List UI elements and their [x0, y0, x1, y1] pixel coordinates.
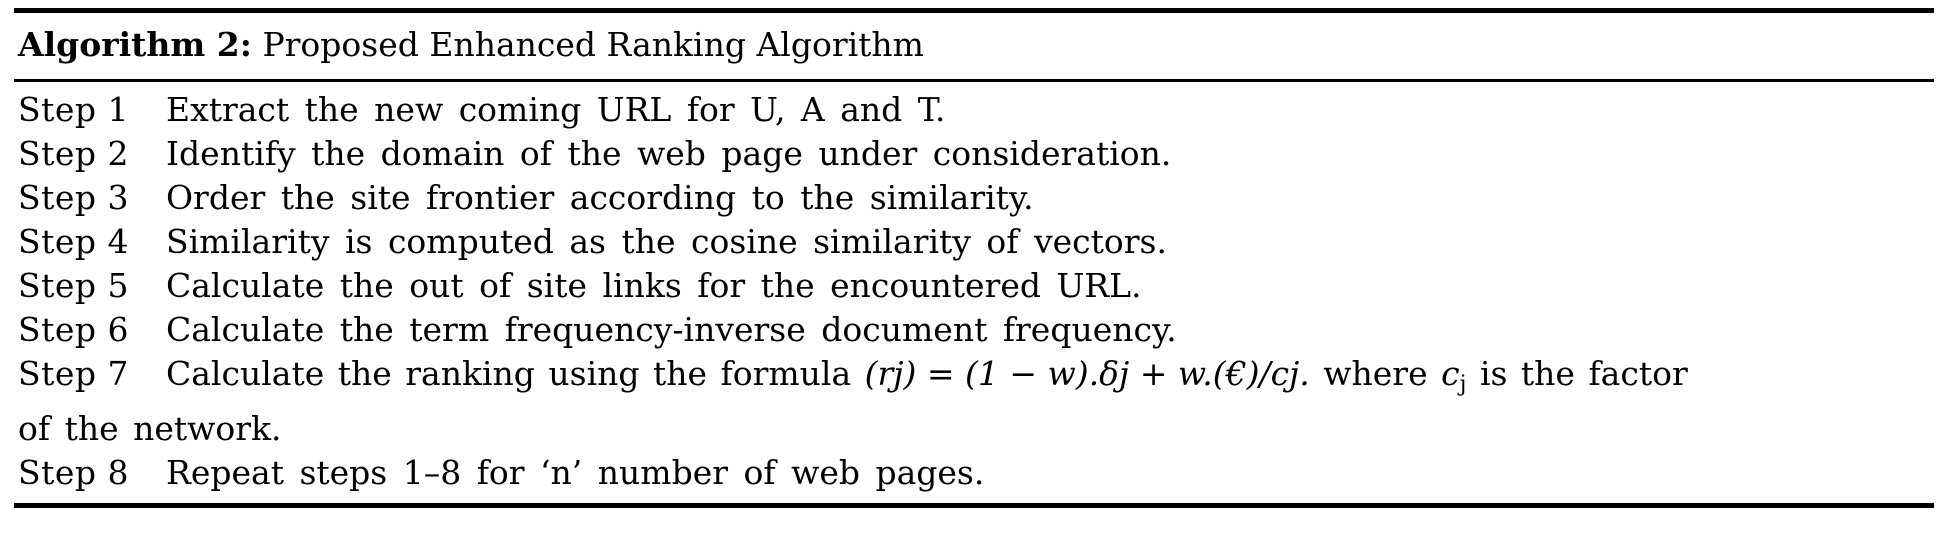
step7-formula: (rj) = (1 − w).δj + w.(€)/cj.	[864, 354, 1310, 393]
step-label: Step 5	[18, 266, 130, 305]
step-label: Step 3	[18, 178, 130, 217]
algorithm-caption-title: Proposed Enhanced Ranking Algorithm	[262, 25, 924, 64]
list-item	[18, 176, 1932, 220]
step-text: Extract the new coming URL for U, A and T.	[166, 90, 946, 129]
step-label: Step 6	[18, 310, 130, 349]
step7-tail: is the factor	[1479, 354, 1688, 393]
step-label: Step 1	[18, 90, 130, 129]
step-text	[166, 352, 1932, 407]
step-text: Calculate the out of site links for the encountered URL.	[166, 266, 1142, 305]
step-label: Step 4	[18, 222, 130, 261]
list-item	[18, 451, 1932, 495]
algorithm-block	[14, 8, 1934, 508]
step-text: Identify the domain of the web page under consideration.	[166, 134, 1172, 173]
step7-lead: Calculate the ranking using the formula	[166, 354, 852, 393]
list-item	[18, 88, 1932, 132]
step7-variable: c	[1441, 354, 1460, 393]
step-text: Calculate the term frequency-inverse document frequency.	[166, 310, 1177, 349]
list-item	[18, 352, 1932, 407]
list-item	[18, 220, 1932, 264]
step-label: Step 8	[18, 453, 130, 493]
algorithm-caption-label: Algorithm 2:	[18, 25, 252, 64]
algorithm-caption	[14, 13, 1934, 79]
step-label: Step 7	[18, 354, 130, 393]
list-item	[18, 264, 1932, 308]
step-text: Similarity is computed as the cosine similarity of vectors.	[166, 222, 1167, 261]
step7-variable-subscript: j	[1459, 372, 1467, 398]
bottom-rule	[14, 503, 1934, 508]
step7-continuation: of the network.	[18, 409, 282, 449]
step-text: Repeat steps 1–8 for ‘n’ number of web pages.	[166, 453, 985, 493]
step7-where: where	[1323, 354, 1428, 393]
list-item	[18, 308, 1932, 352]
algorithm-steps	[14, 82, 1934, 503]
list-item	[18, 132, 1932, 176]
step-text: Order the site frontier according to the similarity.	[166, 178, 1034, 217]
step-label: Step 2	[18, 134, 130, 173]
